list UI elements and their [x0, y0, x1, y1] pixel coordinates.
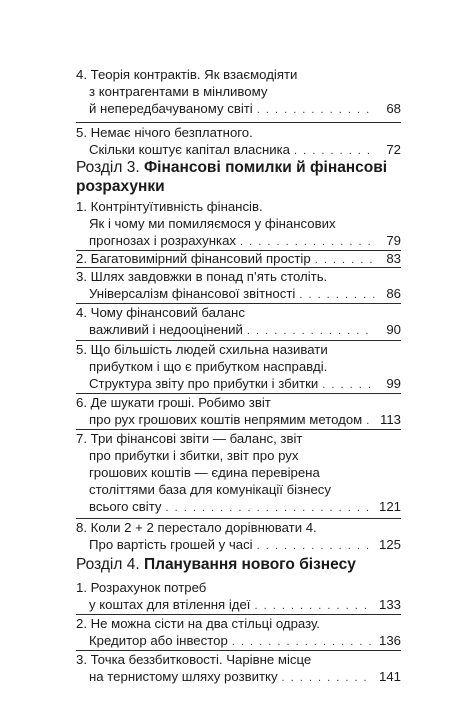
- page-number: 83: [386, 251, 401, 266]
- page-number: 136: [378, 633, 401, 648]
- entry-line: 5. Немає нічого безплатного.: [76, 125, 253, 140]
- page-number: 121: [378, 499, 401, 514]
- toc-entry[interactable]: [76, 615, 401, 649]
- page-number: 113: [379, 412, 401, 427]
- toc-entry[interactable]: [76, 430, 401, 515]
- entry-line: 2. Не можна сісти на два стільці одразу.: [76, 616, 320, 631]
- toc-entry[interactable]: [76, 579, 401, 613]
- section-title: Фінансові помилки й фінансові: [143, 159, 388, 176]
- section-label: Розділ 3.: [76, 159, 140, 176]
- page-number: 68: [386, 101, 401, 116]
- page-number: 99: [386, 376, 401, 391]
- entry-line: 5. Що більшість людей схильна називати: [76, 342, 328, 357]
- page-number: 72: [386, 142, 401, 157]
- dot-leader: [240, 234, 375, 251]
- entry-line: про прибутки і збитки, звіт про рух: [89, 448, 299, 463]
- entry-line: Універсалізм фінансової звітності: [89, 286, 296, 301]
- entry-line: й непередбачуваному світі: [89, 101, 253, 116]
- entry-line: прибутком і що є прибутком насправді.: [89, 359, 328, 374]
- entry-line: 1. Контрінтуїтивність фінансів.: [76, 199, 263, 214]
- entry-line: 4. Чому фінансовий баланс: [76, 305, 245, 320]
- page-number: 125: [378, 537, 401, 552]
- toc-entry[interactable]: [76, 66, 401, 117]
- entry-line: 7. Три фінансові звіти — баланс, звіт: [76, 431, 303, 446]
- entry-line: Структура звіту про прибутки і збитки: [89, 376, 319, 391]
- dot-leader: [322, 377, 375, 394]
- entry-line: всього світу: [89, 499, 162, 514]
- page-number: 86: [386, 286, 401, 301]
- section-heading: [76, 158, 416, 196]
- entry-line: у коштах для втілення ідеї: [89, 597, 251, 612]
- toc-entry[interactable]: [76, 651, 401, 685]
- entry-line: 8. Коли 2 + 2 перестало дорівнювати 4.: [76, 520, 317, 535]
- dot-leader: [366, 413, 374, 430]
- section-heading: [76, 555, 416, 574]
- toc-entry[interactable]: [76, 250, 401, 267]
- entry-line: 6. Де шукати гроші. Робимо звіт: [76, 395, 271, 410]
- dot-leader: [282, 670, 373, 687]
- toc-entry[interactable]: [76, 124, 401, 158]
- entry-line: століттями база для комунікації бізнесу: [89, 482, 331, 497]
- entry-line: прогнозах і розрахунках: [89, 233, 237, 248]
- section-title: Планування нового бізнесу: [143, 556, 356, 573]
- entry-line: Про вартість грошей у часі: [89, 537, 253, 552]
- dot-leader: [166, 500, 373, 517]
- entry-line: 1. Розрахунок потреб: [76, 580, 207, 595]
- entry-line: про рух грошових коштів непрямим методом: [89, 412, 363, 427]
- toc-entry[interactable]: [76, 519, 401, 553]
- section-label: Розділ 4.: [76, 556, 140, 573]
- page-number: 141: [378, 669, 401, 684]
- entry-line: важливий і недооцінений: [89, 322, 243, 337]
- dot-leader: [299, 287, 375, 304]
- dot-leader: [257, 538, 373, 555]
- page-number: 133: [378, 597, 401, 612]
- dot-leader: [232, 634, 373, 651]
- section-title-line2: розрахунки: [76, 178, 165, 195]
- entry-divider: [76, 122, 401, 123]
- page-number: 79: [386, 233, 401, 248]
- entry-line: на тернистому шляху розвитку: [89, 669, 278, 684]
- entry-line: 3. Точка беззбитковості. Чарівне місце: [76, 652, 312, 667]
- entry-line: Кредитор або інвестор: [89, 633, 228, 648]
- page-number: 90: [386, 322, 401, 337]
- dot-leader: [257, 102, 375, 119]
- dot-leader: [254, 598, 373, 615]
- entry-line: Як і чому ми помиляємося у фінансових: [89, 216, 336, 231]
- toc-entry[interactable]: [76, 198, 401, 249]
- entry-line: 4. Теорія контрактів. Як взаємодіяти: [76, 67, 298, 82]
- entry-line: з контрагентами в мінливому: [89, 84, 268, 99]
- toc-entry[interactable]: [76, 394, 401, 428]
- toc-entry[interactable]: [76, 304, 401, 338]
- entry-line: Скільки коштує капітал власника: [89, 142, 291, 157]
- toc-entry[interactable]: [76, 341, 401, 392]
- entry-line: 3. Шлях завдовжки в понад п’ять століть.: [76, 269, 328, 284]
- toc-entry[interactable]: [76, 268, 401, 302]
- entry-line: 2. Багатовимірний фінансовий простір: [76, 251, 311, 266]
- entry-line: грошових коштів — єдина перевірена: [89, 465, 320, 480]
- dot-leader: [247, 323, 375, 340]
